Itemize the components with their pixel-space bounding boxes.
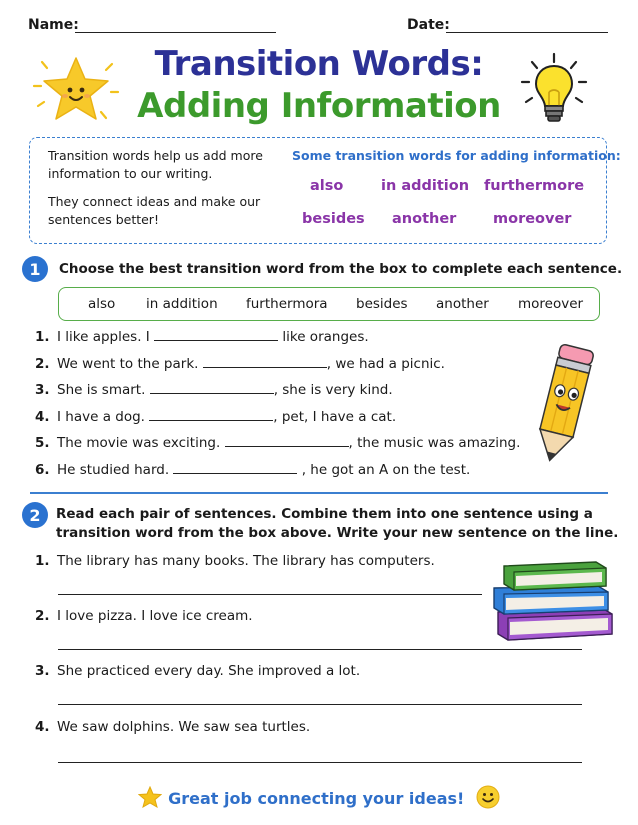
item-text-before: She is smart. — [57, 382, 146, 398]
answer-blank[interactable] — [154, 327, 278, 341]
section-1-instruction: Choose the best transition word from the box to complete each sentence. — [59, 261, 623, 277]
item-number: 2. — [35, 356, 50, 372]
section-divider — [30, 492, 608, 494]
answer-line[interactable] — [58, 594, 482, 595]
list-item — [35, 607, 253, 625]
item-text: She practiced every day. She improved a lot. — [57, 663, 361, 679]
word-also: also — [310, 178, 344, 194]
answer-line[interactable] — [58, 704, 582, 705]
pencil-icon — [530, 342, 596, 472]
star-icon — [138, 786, 162, 808]
item-text-after: , pet, I have a cat. — [273, 409, 397, 425]
list-item — [35, 407, 396, 426]
answer-blank[interactable] — [150, 380, 274, 394]
item-text: I love pizza. I love ice cream. — [57, 608, 253, 624]
item-number: 4. — [35, 719, 50, 735]
list-item — [35, 380, 393, 399]
list-item — [35, 327, 369, 346]
word-besides: besides — [302, 211, 365, 227]
item-text-before: I like apples. I — [57, 329, 150, 345]
word-moreover: moreover — [493, 211, 572, 227]
item-number: 3. — [35, 382, 50, 398]
name-label: Name: — [28, 17, 79, 33]
word-another: another — [392, 211, 457, 227]
word-bank-item: furthermora — [246, 296, 328, 312]
item-text-after: , she is very kind. — [273, 382, 393, 398]
list-item — [35, 354, 445, 373]
item-text-before: He studied hard. — [57, 462, 170, 478]
item-number: 6. — [35, 462, 50, 478]
section-2-instruction-line-1: Read each pair of sentences. Combine them into one sentence using a — [56, 506, 593, 522]
answer-line[interactable] — [58, 649, 582, 650]
item-text-after: , he got an A on the test. — [301, 462, 471, 478]
item-text-after: like oranges. — [282, 329, 369, 345]
list-item — [35, 460, 470, 479]
answer-line[interactable] — [58, 762, 582, 763]
list-item — [35, 718, 310, 736]
item-number: 4. — [35, 409, 50, 425]
word-bank-item: moreover — [518, 296, 584, 312]
footer — [0, 785, 638, 809]
date-label: Date: — [407, 17, 450, 33]
word-bank-item: another — [436, 296, 489, 312]
answer-blank[interactable] — [203, 354, 327, 368]
section-2-instruction-line-2: transition word from the box above. Write your new sentence on the line. — [56, 525, 619, 541]
list-item — [35, 433, 520, 452]
word-furthermore: furthermore — [484, 178, 585, 194]
item-text-before: We went to the park. — [57, 356, 199, 372]
section-1-badge: 1 — [22, 256, 48, 282]
list-item — [35, 662, 360, 680]
word-in-addition: in addition — [381, 178, 470, 194]
smiley-icon — [476, 785, 500, 809]
word-bank-item: in addition — [146, 296, 218, 312]
item-text: We saw dolphins. We saw sea turtles. — [57, 719, 311, 735]
item-text-after: , the music was amazing. — [348, 435, 521, 451]
page-subtitle: Adding Information — [137, 86, 501, 126]
footer-message: Great job connecting your ideas! — [168, 789, 465, 808]
section-2-badge: 2 — [22, 502, 48, 528]
list-item — [35, 552, 435, 570]
page-title: Transition Words: — [154, 44, 484, 84]
answer-blank[interactable] — [225, 433, 349, 447]
item-text: The library has many books. The library has computers. — [57, 553, 435, 569]
item-number: 3. — [35, 663, 50, 679]
answer-blank[interactable] — [149, 407, 273, 421]
word-bank-item: also — [88, 296, 116, 312]
item-text-before: I have a dog. — [57, 409, 145, 425]
info-intro: Transition words help us add more information to our writing. — [48, 148, 263, 181]
item-text-before: The movie was exciting. — [57, 435, 221, 451]
item-number: 1. — [35, 329, 50, 345]
answer-blank[interactable] — [173, 460, 297, 474]
item-number: 1. — [35, 553, 50, 569]
item-number: 5. — [35, 435, 50, 451]
books-icon — [490, 556, 616, 644]
name-field[interactable] — [75, 19, 276, 33]
item-number: 2. — [35, 608, 50, 624]
item-text-after: , we had a picnic. — [326, 356, 445, 372]
word-bank-item: besides — [356, 296, 408, 312]
info-purpose: They connect ideas and make our sentences better! — [48, 194, 261, 227]
info-heading: Some transition words for adding information: — [292, 148, 621, 163]
date-field[interactable] — [446, 19, 608, 33]
